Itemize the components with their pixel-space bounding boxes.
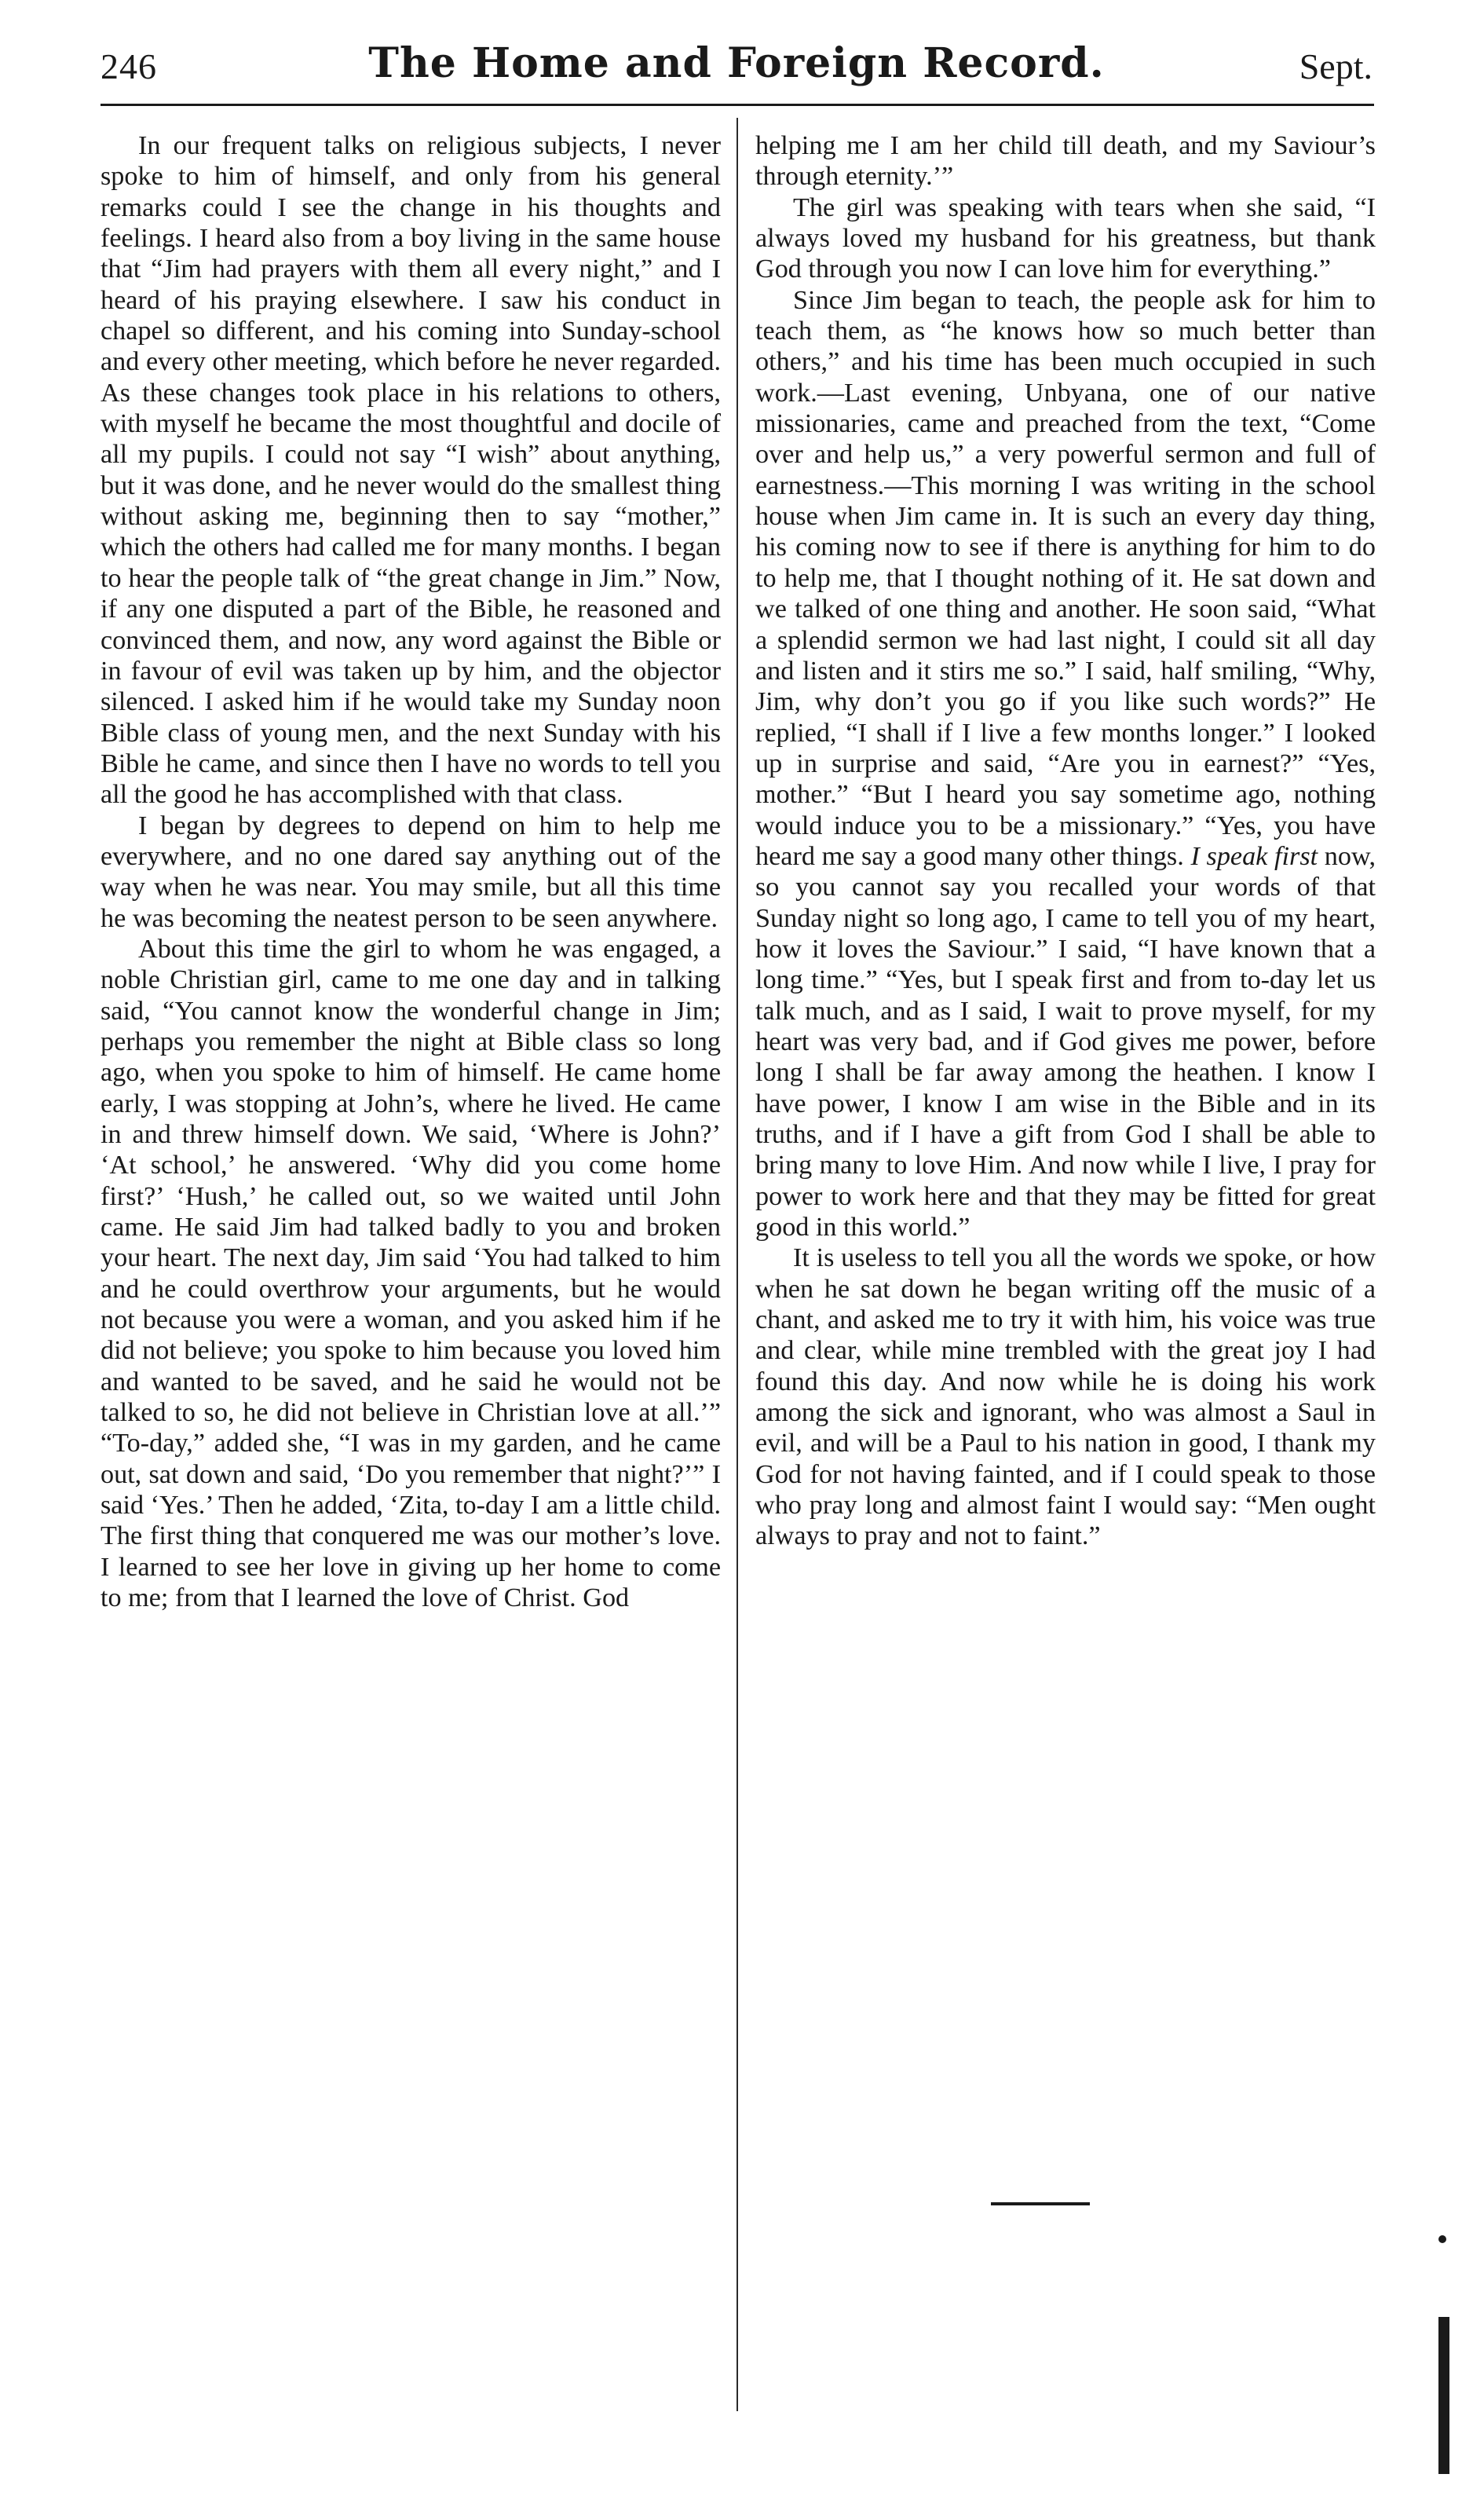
article-end-rule [991, 2202, 1090, 2205]
paragraph: It is useless to tell you all the words we spoke, or how when he sat down he began writing off the music of a chant, and asked me to try it with him, his voice was true and clear, while mine trembled with the great joy I had found this day. And now while he is doing his work among the sick and ignorant, who was almost a Saul in evil, and will be a Paul to his nation in good, I thank my God for not having fainted, and if I could speak to those who pray long and almost faint I would say: “Men ought always to pray and not to faint.” [755, 1243, 1376, 1551]
scan-margin-mark [1438, 2317, 1449, 2474]
paragraph-continuation: helping me I am her child till death, and my Saviour’s through eternity.’” [755, 131, 1376, 192]
paragraph: The girl was speaking with tears when she said, “I always loved my husband for his greatness, but thank God through you now I can love him for everything.” [755, 192, 1376, 284]
paragraph: I began by degrees to depend on him to help me everywhere, and no one dared say anything out of the way when he was near. You may smile, but all this time he was becoming the neatest person to be seen anywhere. [101, 811, 721, 933]
paragraph-text: now, so you cannot say you recalled your words of that Sunday night so long ago, I came to tell you of my heart, how it loves the Saviour.” I said, “I have known that a long time.” “Yes, but I speak first and from to-day let us talk much, and as I said, I wait to prove myself, for my heart was very bad, and if God gives me power, before long I shall be far away among the heathen. I know I have power, I know I am wise in the Bible and in its truths, and if I have a gift from God I shall be able to bring many to love Him. And now while I live, I pray for power to work here and that they may be fitted for great good in this world.” [755, 841, 1376, 1243]
page-number: 246 [101, 46, 157, 86]
header-rule [101, 104, 1374, 106]
paragraph: About this time the girl to whom he was engaged, a noble Christian girl, came to me one day and in talking said, “You cannot know the wonderful change in Jim; perhaps you remember the night at Bible class so long ago, when you spoke to him of himself. He came home early, I was stopping at John’s, where he lived. He came in and threw himself down. We said, ‘Where is John?’ ‘At school,’ he answered. ‘Why did you come home first?’ ‘Hush,’ he called out, so we waited until John came. He said Jim had talked badly to you and broken your heart. The next day, Jim said ‘You had talked to him and he could overthrow your arguments, but he would not because you were a woman, and you asked him if he did not believe; you spoke to him because you loved him and wanted to be saved, and he said he would not be talked to so, he did not believe in Christian love at all.’” “To-day,” added she, “I was in my garden, and he came out, sat down and said, ‘Do you remember that night?’” I said ‘Yes.’ Then he added, ‘Zita, to-day I am a little child. The first thing that conquered me was our mother’s love. I learned to see her love in giving up her home to come to me; from that I learned the love of Christ. God [101, 934, 721, 1613]
journal-title: The Home and Foreign Record. [368, 39, 1105, 87]
running-header [101, 39, 1373, 94]
scan-margin-mark [1438, 2235, 1446, 2243]
paragraph-text: Since Jim began to teach, the people ask for him to teach them, as “he knows how so much better than others,” and his time has been much occupied in such work.—Last evening, Unbyana, one of our native missionaries, came and preached from the text, “Come over and help us,” a very powerful sermon and full of earnestness.—This morning I was writing in the school house when Jim came in. It is such an every day thing, his coming now to see if there is anything for him to do to help me, that I thought nothing of it. He sat down and we talked of one thing and another. He soon said, “What a splendid sermon we had last night, I could sit all day and listen and it stirs me so.” I said, half smiling, “Why, Jim, why don’t you go if you like such words?” He replied, “I shall if I live a few months longer.” I looked up in surprise and said, “Are you in earnest?” “Yes, mother.” “But I heard you say sometime ago, nothing would induce you to be a missionary.” “Yes, you have heard me say a good many other things. [755, 285, 1376, 871]
paragraph [755, 285, 1376, 1243]
left-column [101, 130, 721, 1614]
column-divider [737, 118, 738, 2411]
paragraph: In our frequent talks on religious subjects, I never spoke to him of himself, and only from his general remarks could I see the change in his thoughts and feelings. I heard also from a boy living in the same house that “Jim had prayers with them all every night,” and I heard of his praying elsewhere. I saw his conduct in chapel so different, and his coming into Sunday-school and every other meeting, which before he never regarded. As these changes took place in his relations to others, with myself he became the most thoughtful and docile of all my pupils. I could not say “I wish” about anything, but it was done, and he never would do the smallest thing without asking me, beginning then to say “mother,” which the others had called me for many months. I began to hear the people talk of “the great change in Jim.” Now, if any one disputed a part of the Bible, he reasoned and convinced them, and now, any word against the Bible or in favour of evil was taken up by him, and the objector silenced. I asked him if he would take my Sunday noon Bible class of young men, and the next Sunday with his Bible he came, and since then I have no words to tell you all the good he has accomplished with that class. [101, 131, 721, 810]
issue-month: Sept. [1299, 46, 1373, 86]
italic-emphasis: I speak first [1190, 841, 1318, 871]
right-column [755, 130, 1376, 1552]
